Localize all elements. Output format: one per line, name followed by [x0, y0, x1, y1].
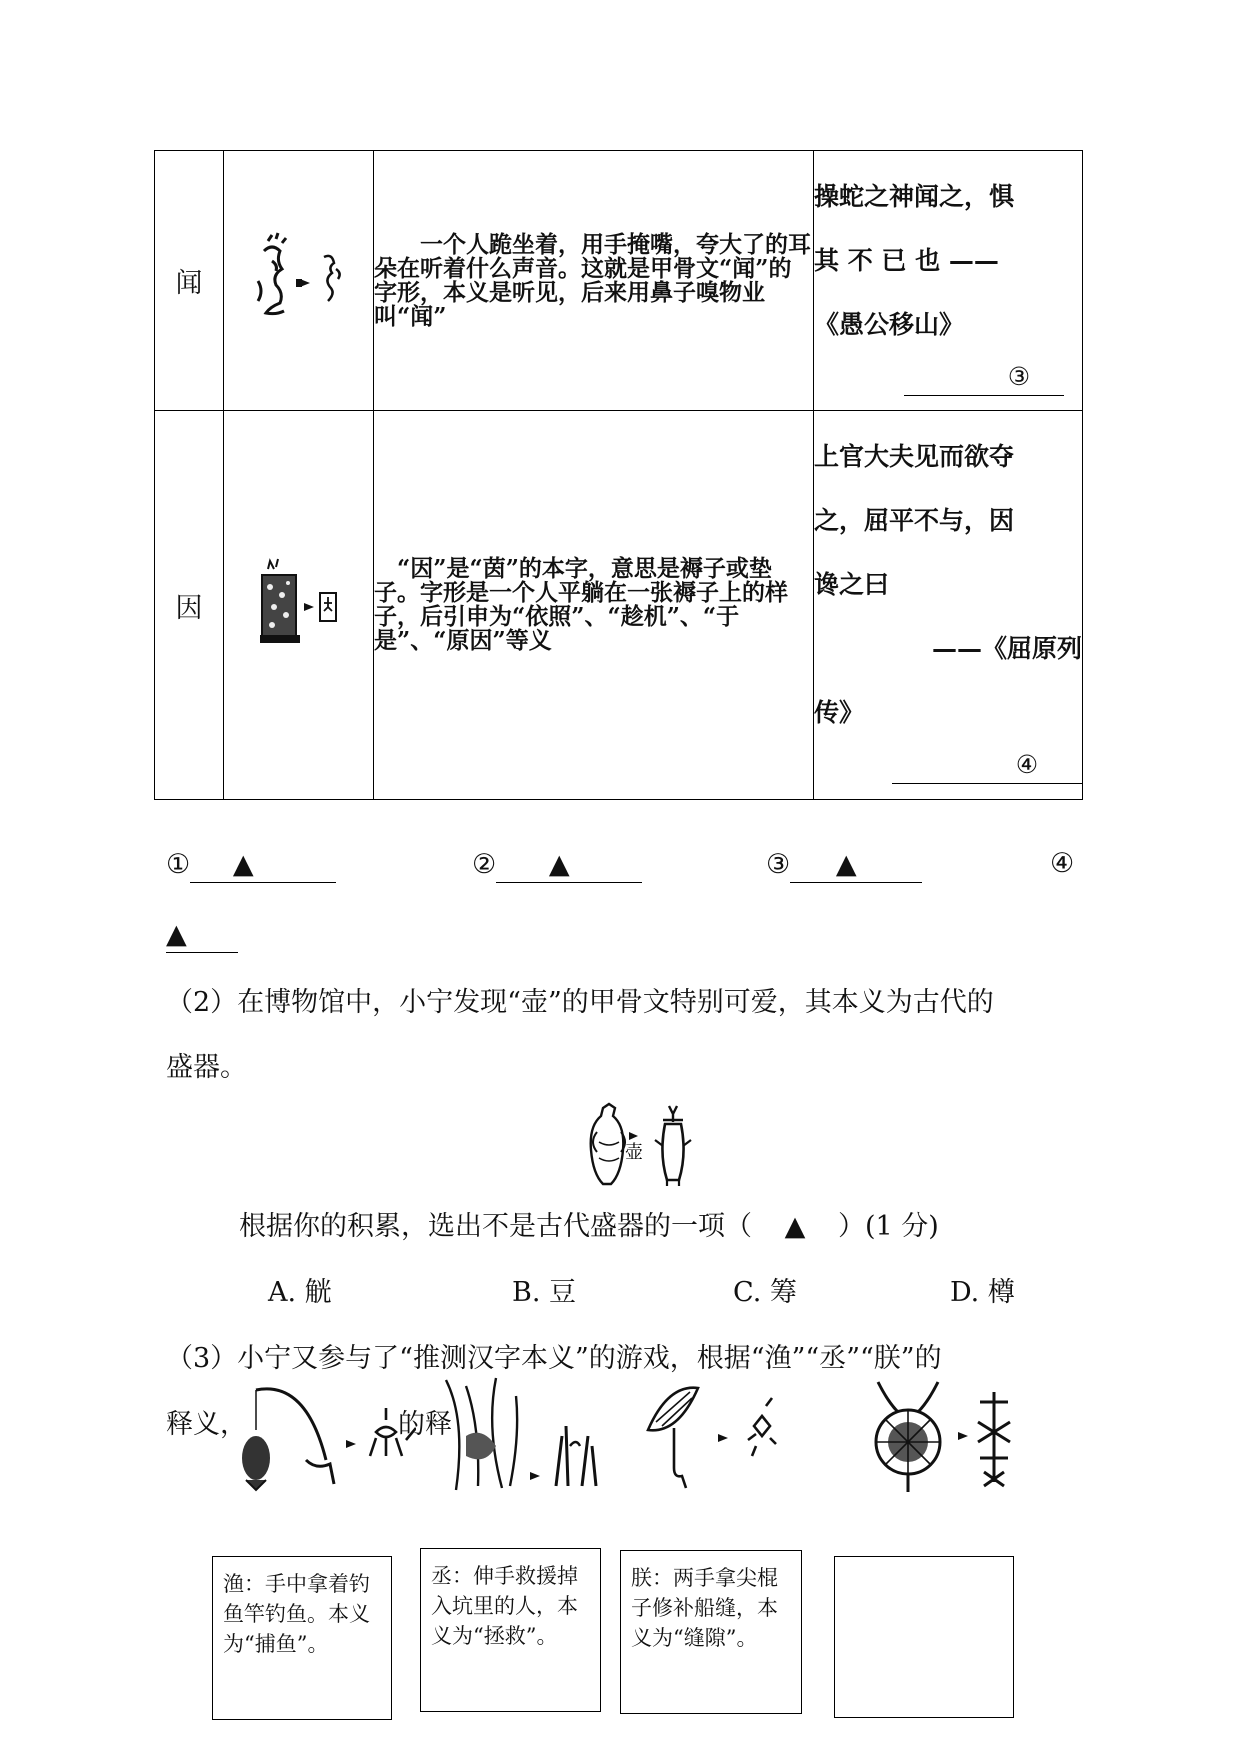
- yu-pictograph: [236, 1380, 416, 1498]
- description-text: “因”是“茵”的本字，意思是褥子或垫子。字形是一个人平躺在一张褥子上的样子，后引申为“依照”、“趁机”、“于是”、“原因”等义: [374, 555, 788, 654]
- triangle-marker: ▲: [232, 849, 254, 880]
- example-line: 其 不 已 也 ——: [814, 245, 999, 275]
- answer-item-4-blank: [166, 918, 238, 953]
- answer-number: ③: [766, 849, 791, 880]
- cheng-pictograph: [436, 1376, 606, 1498]
- option-a[interactable]: A. 觥: [268, 1277, 332, 1308]
- q2-line-1: （2）在博物馆中，小宁发现“壶”的甲骨文特别可爱，其本义为古代的: [166, 987, 994, 1018]
- answer-item-1: [166, 848, 336, 883]
- triangle-marker: ▲: [835, 849, 857, 880]
- boat-repair-icon: [644, 1382, 794, 1494]
- table-row: [155, 411, 1083, 800]
- answer-blank-4[interactable]: [892, 747, 1082, 784]
- description-cell: [374, 411, 814, 800]
- q3-line-1: （3）小宁又参与了“推测汉字本义”的游戏，根据“渔”“丞”“朕”的: [166, 1343, 942, 1374]
- example-line: 操蛇之神闻之，惧: [814, 181, 1015, 211]
- answer-number: ②: [472, 849, 497, 880]
- q3-line-2b: 的释: [398, 1409, 452, 1440]
- example-cell: [814, 151, 1083, 411]
- blank-marker: ④: [1015, 750, 1039, 779]
- answer-item-3: [766, 848, 922, 883]
- character-table: [154, 150, 1083, 800]
- table-row: [155, 151, 1083, 411]
- hu-label: 壶: [625, 1142, 643, 1163]
- yin-pictograph-icon: [224, 555, 373, 655]
- prompt-text: 根据你的积累，选出不是古代盛器的一项（: [239, 1211, 752, 1242]
- answer-blank[interactable]: [190, 848, 336, 883]
- definition-box-zhen: 朕：两手拿尖棍子修补船缝，本义为“缝隙”。: [620, 1550, 802, 1714]
- hu-pictograph: [585, 1102, 697, 1192]
- spinning-pictograph: [868, 1372, 1018, 1496]
- definition-box-cheng: 丞：伸手救援掉入坑里的人，本义为“拯救”。: [420, 1548, 601, 1712]
- answer-number: ④: [1050, 848, 1075, 879]
- oracle-bone-image-cell: [224, 411, 374, 800]
- character-cell: 因: [155, 411, 224, 800]
- q2-line-2: 盛器。: [166, 1052, 247, 1083]
- option-d[interactable]: D. 樽: [950, 1277, 1015, 1308]
- oracle-bone-image-cell: [224, 151, 374, 411]
- description-cell: [374, 151, 814, 411]
- spinning-wheel-icon: [868, 1372, 1018, 1496]
- prompt-points: ）(1 分): [838, 1211, 939, 1242]
- answer-blank[interactable]: [496, 848, 642, 883]
- example-cell: [814, 411, 1083, 800]
- option-b[interactable]: B. 豆: [512, 1277, 577, 1308]
- example-line: 《愚公移山》: [814, 309, 965, 339]
- q3-line-2a: 释义，: [166, 1409, 247, 1440]
- prompt-blank[interactable]: [752, 1211, 838, 1242]
- definition-box-empty[interactable]: [834, 1556, 1014, 1718]
- example-line: 上官大夫见而欲夺: [814, 442, 1015, 471]
- description-text: 一个人跪坐着，用手掩嘴，夸大了的耳朵在听着什么声音。这就是甲骨文“闻”的字形，本义是听见，后来用鼻子嗅物业叫“闻”: [374, 230, 811, 330]
- example-line: 之，屈平不与，因: [814, 506, 1015, 535]
- answer-blank[interactable]: [166, 918, 238, 953]
- example-line: 谗之曰: [814, 570, 890, 599]
- fishing-icon: [236, 1380, 416, 1498]
- answer-blank-3[interactable]: [904, 359, 1064, 396]
- hu-vessel-icon: [585, 1102, 697, 1192]
- q2-prompt: [239, 1204, 939, 1243]
- definition-box-yu: 渔：手中拿着钓鱼竿钓鱼。本义为“捕鱼”。: [212, 1556, 392, 1720]
- triangle-marker: ▲: [548, 849, 570, 880]
- answer-item-4: [1050, 848, 1074, 879]
- option-c[interactable]: C. 筹: [733, 1277, 797, 1308]
- rescue-icon: [436, 1376, 606, 1498]
- answer-number: ①: [166, 849, 191, 880]
- zhen-pictograph: [644, 1382, 794, 1494]
- answer-item-2: [472, 848, 642, 883]
- example-line: 传》: [814, 698, 865, 727]
- triangle-marker: ▲: [166, 919, 187, 950]
- answer-blank[interactable]: [790, 848, 922, 883]
- triangle-marker: ▲: [784, 1211, 806, 1242]
- example-line: ——《屈原列: [931, 634, 1082, 663]
- blank-marker: ③: [1007, 361, 1031, 391]
- wen-pictograph-icon: [224, 221, 373, 341]
- character-cell: 闻: [155, 151, 224, 411]
